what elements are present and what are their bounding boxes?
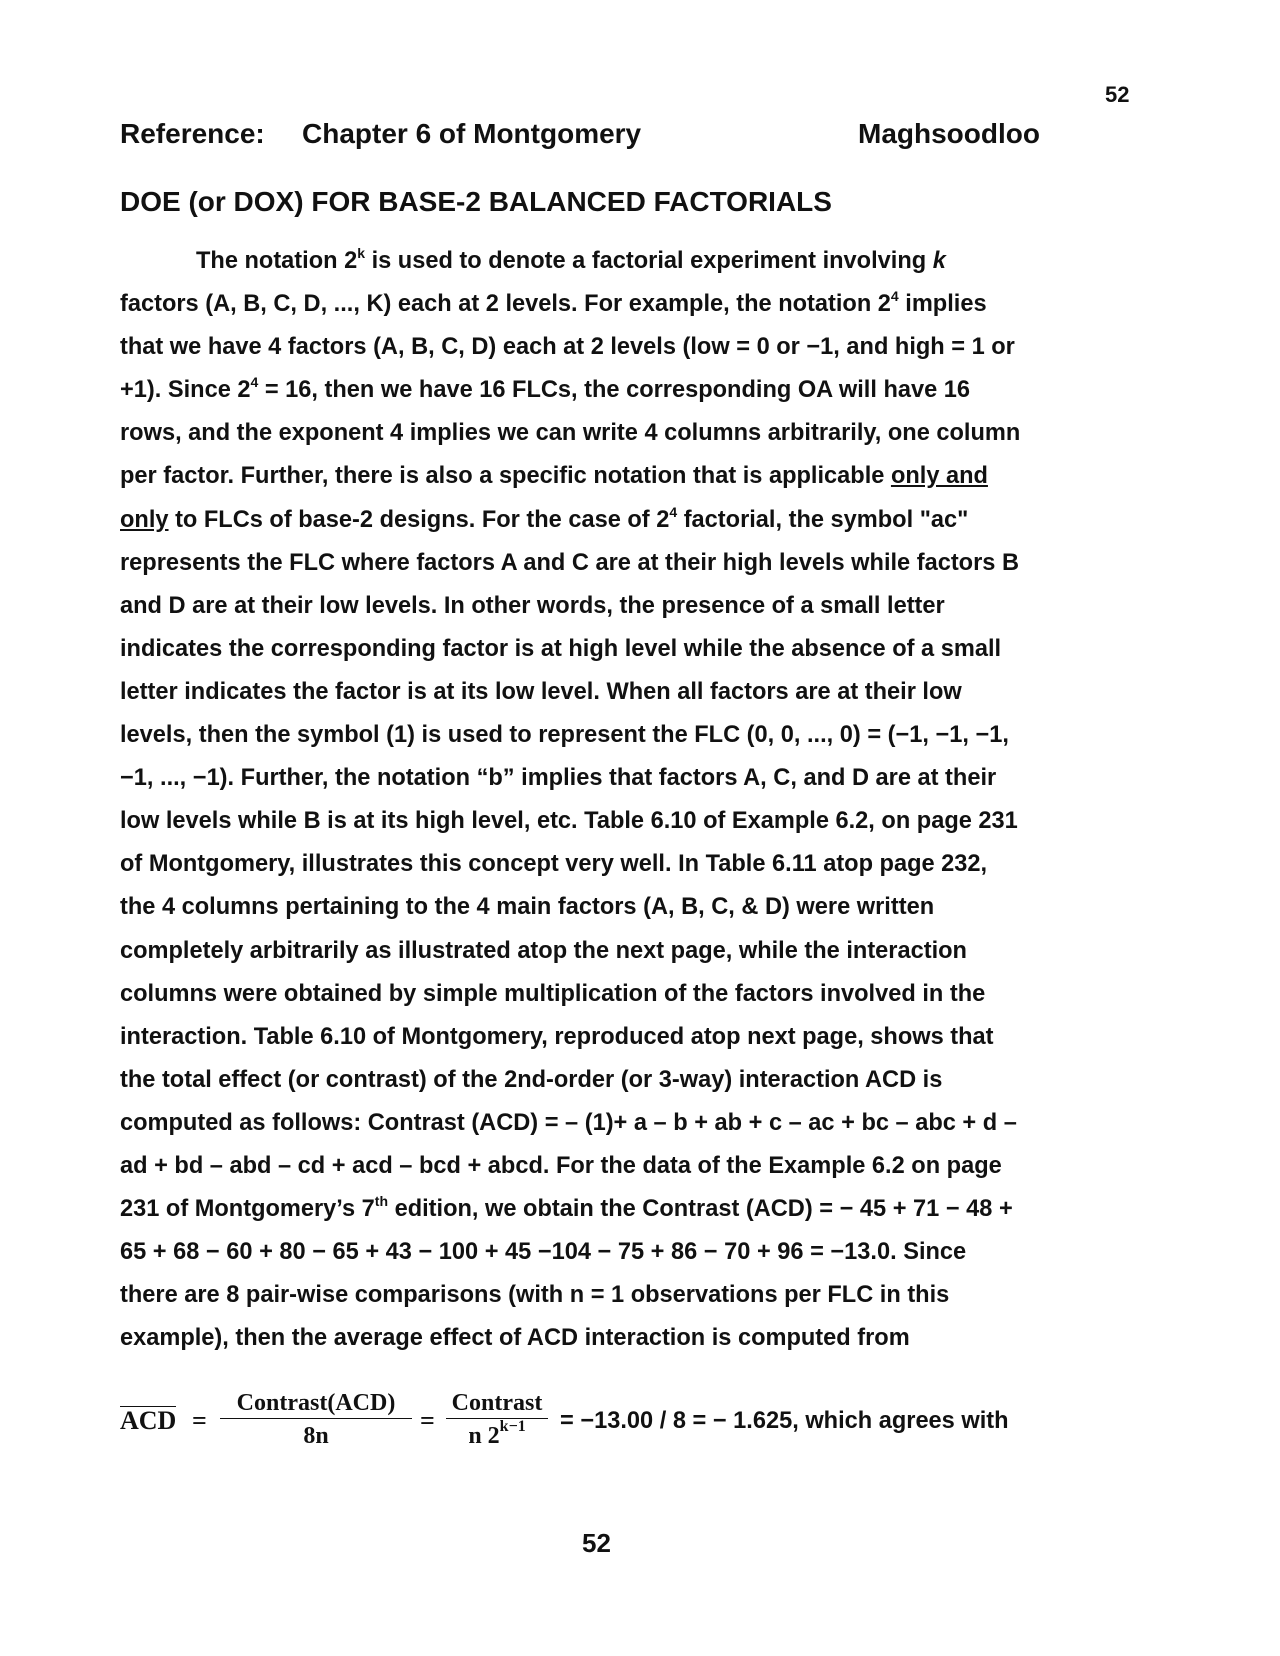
body-paragraph: [120, 246, 1130, 1366]
text-line: factors (A, B, C, D, ..., K) each at 2 levels. For example, the notation $2^4$ implies: [120, 288, 987, 318]
text-line: levels, then the symbol (1) is used to represent the FLC (0, 0, ..., 0) = (−1, −1, −1,: [120, 722, 1009, 749]
text-line: computed as follows: Contrast (ACD) = – (1)+ a – b + ab + c – ac + bc – abc + d –: [120, 1109, 1017, 1136]
acd-average-formula: [120, 1388, 1120, 1458]
text-line: 65 + 68 − 60 + 80 − 65 + 43 − 100 + 45 −104 − 75 + 86 − 70 + 96 = −13.0. Since: [120, 1239, 967, 1266]
text-line: letter indicates the factor is at its low level. When all factors are at their low: [120, 678, 962, 705]
text-line: and D are at their low levels. In other words, the presence of a small letter: [120, 592, 945, 619]
text-line: only to FLCs of base-2 designs. For the case of $2^4$ factorial, the symbol "ac": [120, 503, 969, 533]
text-line: columns were obtained by simple multiplication of the factors involved in the: [120, 980, 986, 1007]
fraction-numerator: Contrast(ACD): [220, 1388, 412, 1419]
reference-label: Reference:: [120, 118, 265, 149]
text-line: rows, and the exponent 4 implies we can write 4 columns arbitrarily, one column: [120, 420, 1021, 447]
text-line: 231 of Montgomery’s 7th edition, we obtain the Contrast (ACD) = − 45 + 71 − 48 +: [120, 1193, 1013, 1223]
text-line: of Montgomery, illustrates this concept very well. In Table 6.11 atop page 232,: [120, 851, 988, 878]
text-line: represents the FLC where factors A and C are at their high levels while factors B: [120, 549, 1019, 576]
text-line: example), then the average effect of ACD interaction is computed from: [120, 1325, 910, 1352]
text-line: per factor. Further, there is also a specific notation that is applicable only and: [120, 463, 988, 490]
text-line: The notation 2$^k$ is used to denote a factorial experiment involving k: [196, 245, 946, 274]
page-number-top: 52: [1105, 82, 1130, 107]
text-line: there are 8 pair-wise comparisons (with n = 1 observations per FLC in this: [120, 1282, 950, 1309]
fraction-denominator: 8n: [303, 1423, 329, 1449]
text-line: −1, ..., −1). Further, the notation “b” implies that factors A, C, and D are at their: [120, 765, 997, 792]
text-line: indicates the corresponding factor is at high level while the absence of a small: [120, 635, 1002, 662]
formula-equals: =: [420, 1406, 435, 1435]
text-line: interaction. Table 6.10 of Montgomery, reproduced atop next page, shows that: [120, 1023, 994, 1050]
fraction-contrast-over-n2k: [446, 1388, 548, 1453]
text-line: that we have 4 factors (A, B, C, D) each at 2 levels (low = 0 or −1, and high = 1 or: [120, 334, 1015, 361]
page-number-bottom: 52: [582, 1528, 611, 1558]
formula-equals: =: [192, 1406, 207, 1435]
text-line: the total effect (or contrast) of the 2nd-order (or 3-way) interaction ACD is: [120, 1066, 943, 1093]
text-line: +1). Since $2^4 = 16$, then we have 16 FLCs, the corresponding OA will have 16: [120, 374, 971, 404]
reference-chapter: Chapter 6 of Montgomery: [302, 118, 642, 149]
text-line: ad + bd – abd – cd + acd – bcd + abcd. For the data of the Example 6.2 on page: [120, 1152, 1002, 1179]
fraction-denominator: n $2^{k-1}$: [468, 1418, 526, 1449]
page-title: DOE (or DOX) FOR BASE-2 BALANCED FACTORIALS: [120, 186, 832, 217]
reference-author: Maghsoodloo: [858, 118, 1040, 149]
fraction-contrast-over-8n: [220, 1388, 412, 1453]
reference-line: [120, 118, 1060, 158]
fraction-numerator: Contrast: [446, 1388, 548, 1419]
text-line: completely arbitrarily as illustrated atop the next page, while the interaction: [120, 937, 967, 964]
text-line: the 4 columns pertaining to the 4 main factors (A, B, C, & D) were written: [120, 894, 935, 921]
formula-lhs: ACD: [120, 1406, 177, 1435]
text-line: low levels while B is at its high level, etc. Table 6.10 of Example 6.2, on page 231: [120, 808, 1018, 835]
formula-result: = −13.00 / 8 = − 1.625, which agrees with: [560, 1408, 1009, 1434]
